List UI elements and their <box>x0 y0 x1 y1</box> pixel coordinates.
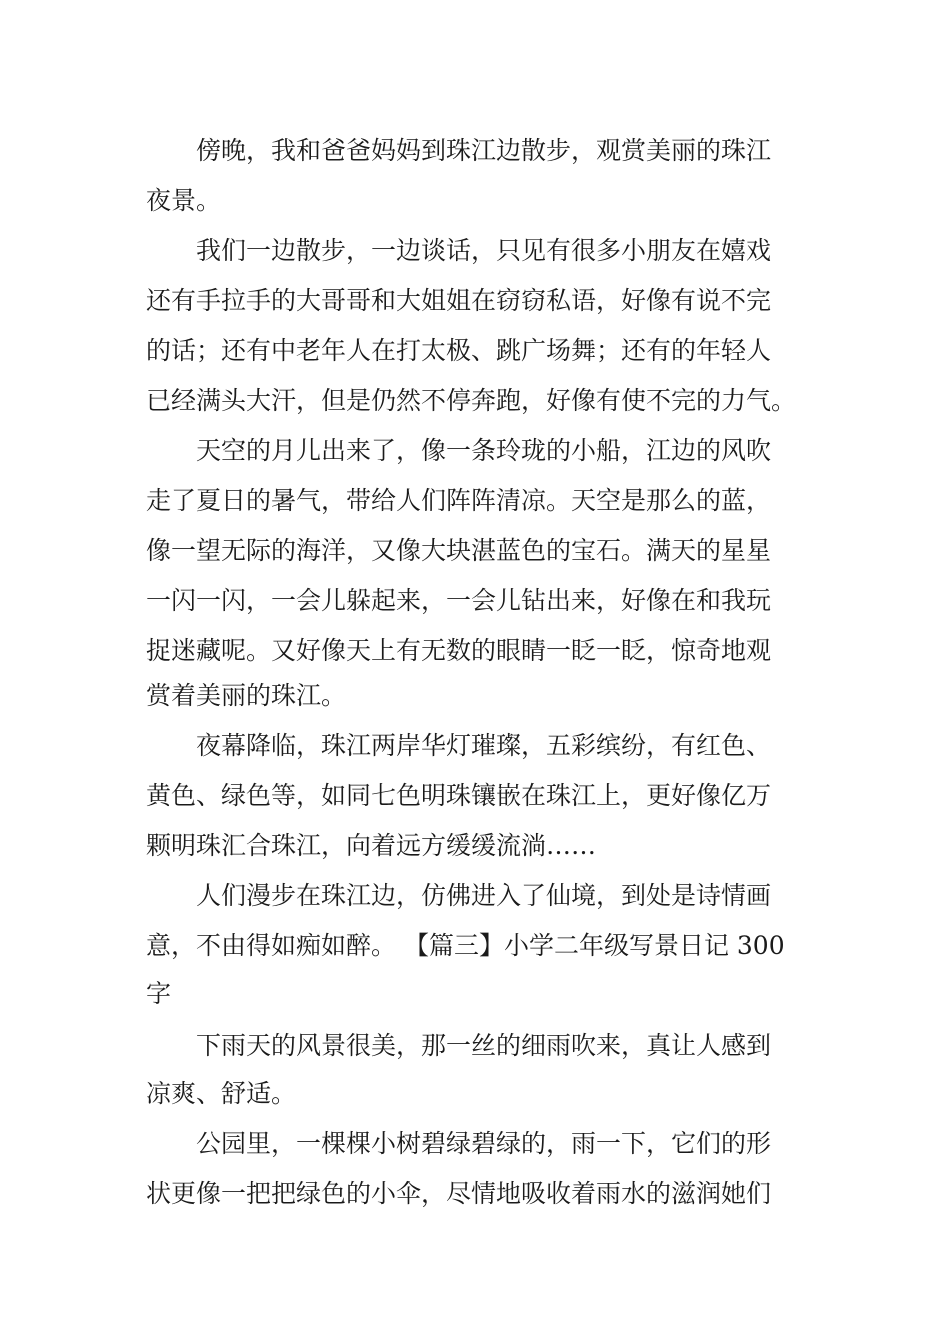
text-line: 傍晚，我和爸爸妈妈到珠江边散步，观赏美丽的珠江 <box>196 136 772 165</box>
text-line: 的话；还有中老年人在打太极、跳广场舞；还有的年轻人 <box>146 336 772 365</box>
text-line: 捉迷藏呢。又好像天上有无数的眼睛一眨一眨，惊奇地观 <box>146 636 772 665</box>
text-line: 还有手拉手的大哥哥和大姐姐在窃窃私语，好像有说不完 <box>146 286 772 315</box>
text-line: 已经满头大汗，但是仍然不停奔跑，好像有使不完的力气。 <box>146 386 797 415</box>
text-line: 下雨天的风景很美，那一丝的细雨吹来，真让人感到 <box>196 1031 772 1060</box>
text-line: 颗明珠汇合珠江，向着远方缓缓流淌…… <box>146 831 597 860</box>
text-line: 人们漫步在珠江边，仿佛进入了仙境，到处是诗情画 <box>196 881 772 910</box>
text-line: 像一望无际的海洋，又像大块湛蓝色的宝石。满天的星星 <box>146 536 772 565</box>
text-line: 天空的月儿出来了，像一条玲珑的小船，江边的风吹 <box>196 436 772 465</box>
text-line: 夜景。 <box>146 186 222 215</box>
text-line: 公园里，一棵棵小树碧绿碧绿的，雨一下，它们的形 <box>196 1129 772 1158</box>
text-line: 凉爽、舒适。 <box>146 1079 297 1108</box>
text-line: 字 <box>146 979 172 1008</box>
text-line: 黄色、绿色等，如同七色明珠镶嵌在珠江上，更好像亿万 <box>146 781 772 810</box>
text-line: 一闪一闪，一会儿躲起来，一会儿钻出来，好像在和我玩 <box>146 586 772 615</box>
text-line: 状更像一把把绿色的小伞，尽情地吸收着雨水的滋润她们 <box>146 1179 772 1208</box>
text-line: 走了夏日的暑气，带给人们阵阵清凉。天空是那么的蓝， <box>146 486 772 515</box>
text-line: 夜幕降临，珠江两岸华灯璀璨，五彩缤纷，有红色、 <box>196 731 772 760</box>
text-line: 意，不由得如痴如醉。 【篇三】小学二年级写景日记 300 <box>146 931 785 960</box>
text-line: 我们一边散步，一边谈话，只见有很多小朋友在嬉戏 <box>196 236 772 265</box>
text-line: 赏着美丽的珠江。 <box>146 681 347 710</box>
